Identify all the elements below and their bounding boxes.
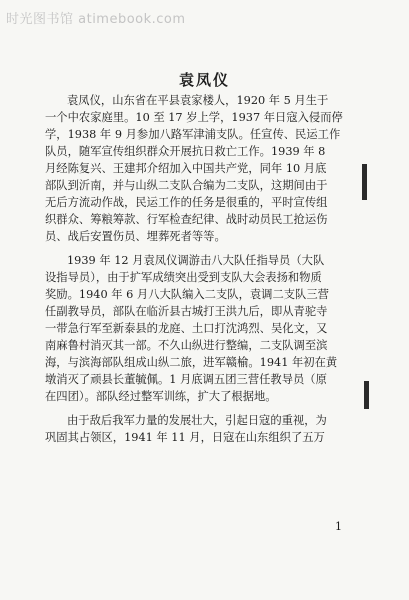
body-text xyxy=(45,92,377,446)
text-line: 在四团）。部队经过整军训练，扩大了根据地。 xyxy=(45,390,277,403)
text-line: 一个中农家庭里。10 至 17 岁上学，1937 年日寇入侵而停 xyxy=(45,111,343,124)
text-line: 海，与滨海部队组成山纵二旅，进军赣榆。1941 年初在黄 xyxy=(45,356,338,369)
text-line: 南麻鲁村消灭其一部。不久山纵进行整编，二支队调至滨 xyxy=(45,339,328,352)
paragraph-gap xyxy=(45,405,377,412)
text-line: 由于敌后我军力量的发展壮大，引起日寇的重视，为 xyxy=(67,414,327,427)
text-line: 任副教导员，部队在临沂县古城打王洪九后，即从青驼寺 xyxy=(45,305,328,318)
text-line: 织群众、筹粮筹款、行军检查纪律、战时动员民工抢运伤 xyxy=(45,213,328,226)
text-line: 月经陈复兴、王建邦介绍加入中国共产党，同年 10 月底 xyxy=(45,162,327,175)
text-line: 员、战后安置伤员、埋葬死者等等。 xyxy=(45,230,226,243)
paragraph-2 xyxy=(45,252,377,405)
text-line: 1939 年 12 月袁凤仪调游击八大队任指导员（大队 xyxy=(67,254,325,267)
text-line: 奖励。1940 年 6 月八大队编入二支队，袁调二支队三营 xyxy=(45,288,329,301)
watermark: 时光图书馆 atimebook.com xyxy=(6,12,186,27)
text-line: 巩固其占领区，1941 年 11 月，日寇在山东组织了五万 xyxy=(45,431,325,444)
text-line: 学，1938 年 9 月参加八路军津浦支队。任宣传、民运工作 xyxy=(45,128,341,141)
page-title: 袁凤仪 xyxy=(178,71,230,89)
paragraph-gap xyxy=(45,245,377,252)
paragraph-1 xyxy=(45,92,377,245)
text-line: 队员，随军宣传组织群众开展抗日救亡工作。1939 年 8 xyxy=(45,145,326,158)
text-line: 部队到沂南，并与山纵二支队合编为二支队，这期间由于 xyxy=(45,179,328,192)
text-line: 无后方流动作战，民运工作的任务是很重的，平时宣传组 xyxy=(45,196,328,209)
text-line: 墩消灭了顽县长董毓佩。1 月底调五团三营任教导员（原 xyxy=(45,373,327,386)
scan-artifact-mark xyxy=(364,381,369,409)
text-line: 一带急行军至新泰县的龙庭、土口打沈鸿烈、吴化文，又 xyxy=(45,322,328,335)
paragraph-3 xyxy=(45,412,377,446)
text-line: 袁凤仪，山东省在平县袁家楼人，1920 年 5 月生于 xyxy=(67,94,329,107)
page-number: 1 xyxy=(335,520,342,533)
text-line: 设指导员），由于扩军成绩突出受到支队大会表扬和物质 xyxy=(45,271,322,284)
scan-artifact-mark xyxy=(362,164,367,200)
